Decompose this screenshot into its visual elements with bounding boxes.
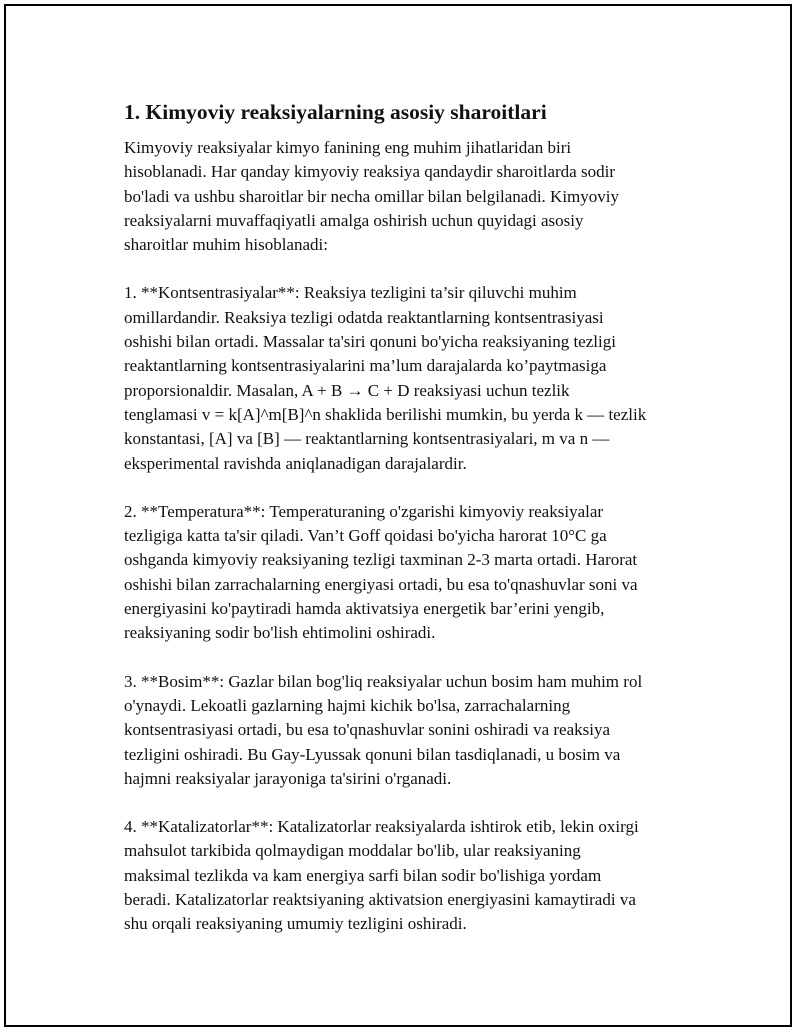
- text-line: oshganda kimyoviy reaksiyaning tezligi taxminan 2-3 marta ortadi. Harorat: [124, 550, 638, 570]
- text-line: hisoblanadi. Har qanday kimyoviy reaksiya qandaydir sharoitlarda sodir: [124, 162, 615, 182]
- text-line: Kimyoviy reaksiyalar kimyo fanining eng muhim jihatlaridan biri: [124, 138, 572, 157]
- text-line: omillardandir. Reaksiya tezligi odatda reaktantlarning kontsentrasiyasi: [124, 307, 604, 327]
- text-line: reaktantlarning kontsentrasiyalarini ma’lum darajalarda ko’paytmasiga: [124, 356, 607, 376]
- paragraph-list: [124, 136, 694, 937]
- page-frame: [4, 4, 792, 1027]
- text-line: o'ynaydi. Lekoatli gazlarning hajmi kichik bo'lsa, zarrachalarning: [124, 695, 571, 715]
- paragraph: [124, 670, 694, 791]
- paragraph: [124, 281, 694, 475]
- text-line: 3. **Bosim**: Gazlar bilan bog'liq reaksiyalar uchun bosim ham muhim rol: [124, 671, 643, 691]
- document-body: [124, 98, 694, 961]
- text-line: hajmni reaksiyalar jarayoniga ta'sirini o'rganadi.: [124, 768, 452, 788]
- paragraph: [124, 136, 694, 257]
- text-line: mahsulot tarkibida qolmaydigan moddalar bo'lib, ular reaksiyaning: [124, 841, 581, 861]
- paragraph: [124, 815, 694, 936]
- text-line: proporsionaldir. Masalan, A + B → C + D reaksiyasi uchun tezlik: [124, 380, 570, 400]
- text-line: shu orqali reaksiyaning umumiy tezligini oshiradi.: [124, 914, 467, 934]
- text-line: reaksiyalarni muvaffaqiyatli amalga oshirish uchun quyidagi asosiy: [124, 210, 584, 230]
- text-line: oshishi bilan ortadi. Massalar ta'siri qonuni bo'yicha reaksiyaning tezligi: [124, 332, 616, 352]
- text-line: energiyasini ko'paytiradi hamda aktivatsiya energetik bar’erini yengib,: [124, 599, 605, 619]
- text-line: konstantasi, [A] va [B] — reaktantlarning kontsentrasiyalari, m va n —: [124, 429, 610, 449]
- text-line: sharoitlar muhim hisoblanadi:: [124, 235, 328, 255]
- text-line: maksimal tezlikda va kam energiya sarfi bilan sodir bo'lishiga yordam: [124, 865, 602, 885]
- paragraph: [124, 500, 694, 646]
- text-line: eksperimental ravishda aniqlanadigan darajalardir.: [124, 453, 467, 473]
- text-line: tezligiga katta ta'sir qiladi. Van’t Goff qoidasi bo'yicha harorat 10°C ga: [124, 526, 607, 546]
- text-line: tezligini oshiradi. Bu Gay-Lyussak qonuni bilan tasdiqlanadi, u bosim va: [124, 744, 621, 764]
- text-line: 4. **Katalizatorlar**: Katalizatorlar reaksiyalarda ishtirok etib, lekin oxirgi: [124, 817, 639, 837]
- text-line: 2. **Temperatura**: Temperaturaning o'zgarishi kimyoviy reaksiyalar: [124, 501, 604, 521]
- document-title: 1. Kimyoviy reaksiyalarning asosiy sharoitlari: [124, 100, 547, 124]
- text-line: tenglamasi v = k[A]^m[B]^n shaklida berilishi mumkin, bu yerda k — tezlik: [124, 404, 647, 424]
- text-line: beradi. Katalizatorlar reaktsiyaning aktivatsion energiyasini kamaytiradi va: [124, 890, 636, 910]
- text-line: bo'ladi va ushbu sharoitlar bir necha omillar bilan belgilanadi. Kimyoviy: [124, 186, 620, 206]
- text-line: 1. **Kontsentrasiyalar**: Reaksiya tezligini ta’sir qiluvchi muhim: [124, 283, 577, 303]
- text-line: reaksiyaning sodir bo'lish ehtimolini oshiradi.: [124, 623, 436, 643]
- text-line: oshishi bilan zarrachalarning energiyasi ortadi, bu esa to'qnashuvlar soni va: [124, 574, 638, 594]
- text-line: kontsentrasiyasi ortadi, bu esa to'qnashuvlar sonini oshiradi va reaksiya: [124, 720, 611, 740]
